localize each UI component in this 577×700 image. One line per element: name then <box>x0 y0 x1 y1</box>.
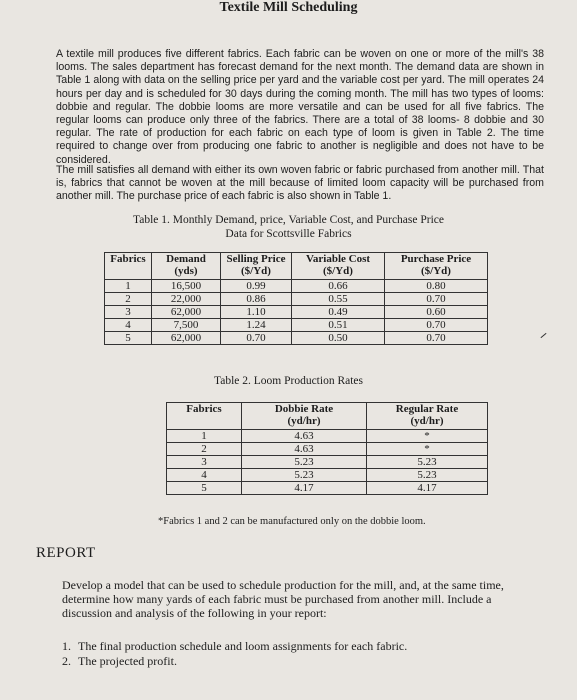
table-cell: 5.23 <box>242 469 367 482</box>
table2-footnote: *Fabrics 1 and 2 can be manufactured only on the dobbie loom. <box>158 516 426 527</box>
report-list <box>62 639 407 669</box>
table-row <box>167 443 488 456</box>
table-header-cell: Fabrics <box>167 403 242 430</box>
table1-caption <box>0 213 577 241</box>
table-cell: 3 <box>167 456 242 469</box>
table-cell: 0.55 <box>292 293 385 306</box>
table2-header-row <box>167 403 488 430</box>
table-cell: 5.23 <box>242 456 367 469</box>
table-cell: 16,500 <box>152 280 221 293</box>
table2-body <box>167 430 488 495</box>
report-item: 2. The projected profit. <box>62 654 177 668</box>
table-cell: 0.70 <box>221 332 292 345</box>
table-cell: 5 <box>105 332 152 345</box>
table2-loom-rates <box>166 402 488 495</box>
table-header-cell: Regular Rate (yd/hr) <box>367 403 488 430</box>
table-header-cell: Fabrics <box>105 253 152 280</box>
table-cell: 0.70 <box>385 293 488 306</box>
table-cell: 22,000 <box>152 293 221 306</box>
table-row <box>167 482 488 495</box>
table-cell: 62,000 <box>152 332 221 345</box>
table-row <box>105 280 488 293</box>
pen-mark <box>540 333 546 338</box>
table-cell: 1.10 <box>221 306 292 319</box>
table1-body <box>105 280 488 345</box>
table-row <box>105 319 488 332</box>
table-cell: 0.49 <box>292 306 385 319</box>
intro-paragraph: A textile mill produces five different fabrics. Each fabric can be woven on one or more of the mill's 38 looms. The sales department has forecast demand for the next month. The demand data are shown in Table 1 along with data on the selling price per yard and the variable cost per yard. The mill operates 24 hours per day and is scheduled for 30 days during the coming month. The mill has two types of looms: dobbie and regular. The dobbie looms are more versatile and can be used for all five fabrics. The regular looms can produce only three of the fabrics. There are a total of 38 looms- 8 dobbie and 30 regular. The rate of production for each fabric on each type of loom is given in Table 2. The time required to change over from producing one fabric to another is negligible and does not have to be considered. <box>56 48 544 166</box>
table-cell: 0.50 <box>292 332 385 345</box>
table-row <box>105 332 488 345</box>
table-cell: 7,500 <box>152 319 221 332</box>
table-cell: 0.86 <box>221 293 292 306</box>
table1-demand-price <box>104 252 488 345</box>
purchase-paragraph: The mill satisfies all demand with either its own woven fabric or fabric purchased from another mill. That is, fabrics that cannot be woven at the mill because of limited loom capacity will be purchased from another mill. The purchase price of each fabric is also shown in Table 1. <box>56 164 544 203</box>
table-cell: 0.80 <box>385 280 488 293</box>
table-cell: 0.70 <box>385 319 488 332</box>
table-cell: 2 <box>105 293 152 306</box>
table-cell: * <box>367 430 488 443</box>
table-row <box>167 469 488 482</box>
report-paragraph: Develop a model that can be used to schedule production for the mill, and, at the same time, determine how many yards of each fabric must be purchased from another mill. Include a discussion and analysis of the following in your report: <box>62 578 504 620</box>
table-cell: 5.23 <box>367 456 488 469</box>
table-header-cell: Demand (yds) <box>152 253 221 280</box>
table2-caption: Table 2. Loom Production Rates <box>214 375 363 387</box>
table-cell: 4.63 <box>242 443 367 456</box>
table-cell: 4 <box>167 469 242 482</box>
table-cell: 0.66 <box>292 280 385 293</box>
report-heading: REPORT <box>36 545 96 561</box>
table-cell: 0.60 <box>385 306 488 319</box>
table-row <box>105 306 488 319</box>
table-cell: 62,000 <box>152 306 221 319</box>
table-cell: 1.24 <box>221 319 292 332</box>
table-row <box>167 430 488 443</box>
table-cell: 5 <box>167 482 242 495</box>
report-item: 1. The final production schedule and loom assignments for each fabric. <box>62 639 408 653</box>
table-row <box>105 293 488 306</box>
table-cell: 0.51 <box>292 319 385 332</box>
table-header-cell: Variable Cost ($/Yd) <box>292 253 385 280</box>
table1-caption-line2: Data for Scottsville Fabrics <box>225 228 352 240</box>
table-cell: 1 <box>167 430 242 443</box>
table1-caption-line1: Table 1. Monthly Demand, price, Variable Cost, and Purchase Price <box>133 214 444 226</box>
table-cell: 2 <box>167 443 242 456</box>
table-header-cell: Dobbie Rate (yd/hr) <box>242 403 367 430</box>
table-cell: 4.63 <box>242 430 367 443</box>
table-cell: 0.70 <box>385 332 488 345</box>
document-title: Textile Mill Scheduling <box>219 0 358 15</box>
table-cell: 1 <box>105 280 152 293</box>
table-header-cell: Selling Price ($/Yd) <box>221 253 292 280</box>
table-cell: 4.17 <box>367 482 488 495</box>
table-cell: 3 <box>105 306 152 319</box>
table-row <box>167 456 488 469</box>
table-cell: 4 <box>105 319 152 332</box>
table-header-cell: Purchase Price ($/Yd) <box>385 253 488 280</box>
table1-header-row <box>105 253 488 280</box>
table-cell: * <box>367 443 488 456</box>
table-cell: 5.23 <box>367 469 488 482</box>
table-cell: 0.99 <box>221 280 292 293</box>
table-cell: 4.17 <box>242 482 367 495</box>
